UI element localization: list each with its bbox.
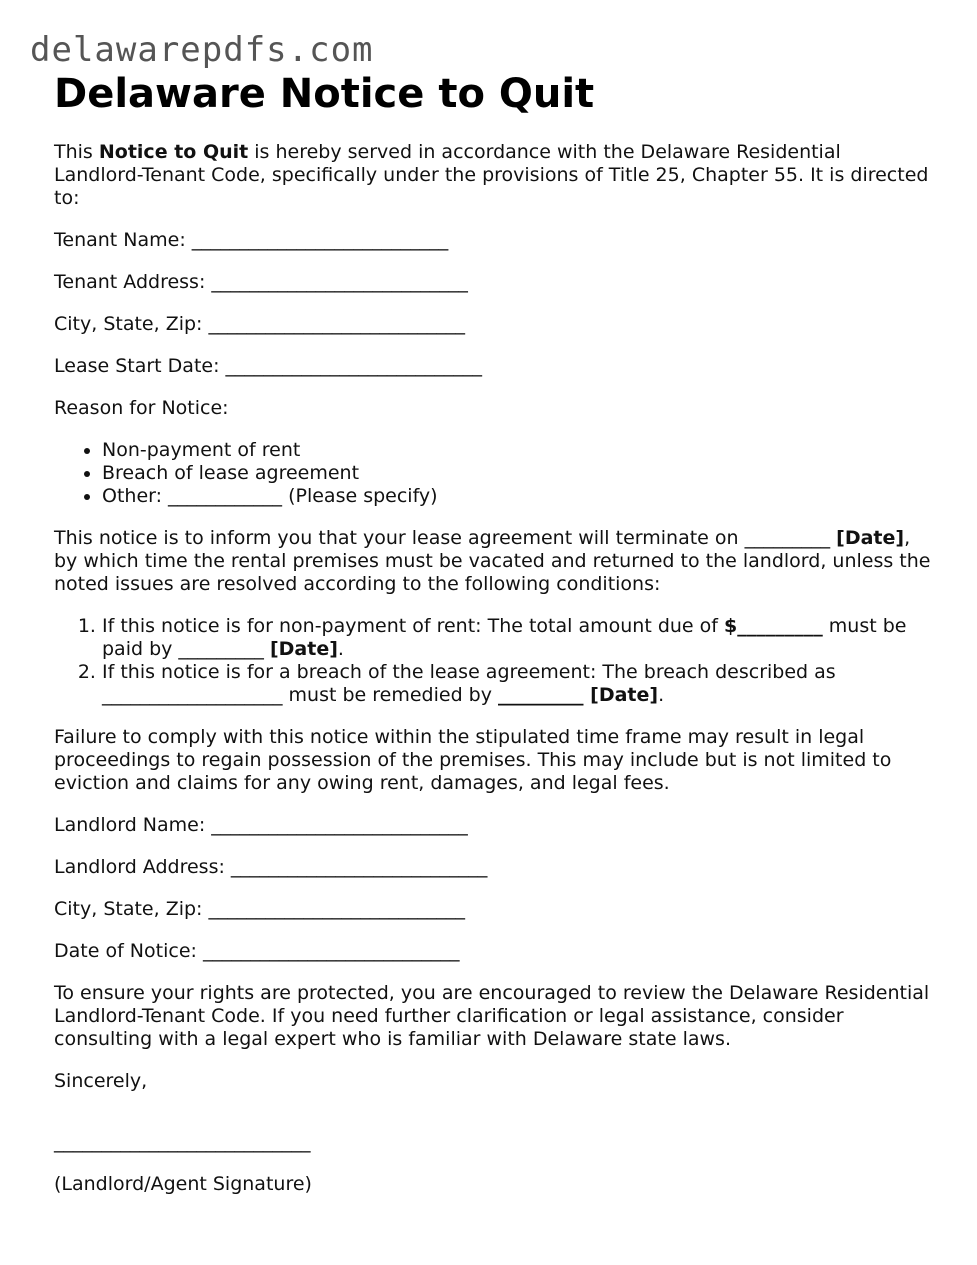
- closing-text: Sincerely,: [54, 1070, 148, 1092]
- termination-text-pre: This notice is to inform you that your lease agreement will terminate on _________: [54, 527, 837, 549]
- intro-text-post: is hereby served in accordance with the Delaware Residential Landlord-Tenant Code, specifically under the provisions of Title 25, Chapter 55. It is directed to:: [54, 141, 929, 209]
- signature-caption: (Landlord/Agent Signature): [54, 1173, 312, 1195]
- termination-text-post: , by which time the rental premises must be vacated and returned to the landlord, unless the noted issues are resolved according to the following conditions:: [54, 527, 931, 595]
- tenant-city-state-zip-field[interactable]: City, State, Zip: ___________________________: [54, 313, 465, 335]
- condition-item-nonpayment: 1. If this notice is for non-payment of rent: The total amount due of $_________ must be paid by _________ [Date].: [102, 615, 934, 661]
- termination-date-bold: [Date]: [836, 527, 905, 549]
- intro-paragraph: [54, 141, 934, 210]
- failure-paragraph: Failure to comply with this notice within the stipulated time frame may result in legal proceedings to regain possession of the premises. This may include but is not limited to eviction and claims for any owing rent, damages, and legal fees.: [54, 726, 892, 794]
- termination-paragraph: [54, 527, 934, 596]
- intro-text-pre: This: [54, 141, 99, 163]
- reason-item-other[interactable]: • Other: ____________ (Please specify): [102, 485, 934, 508]
- condition-item-breach: 2. If this notice is for a breach of the lease agreement: The breach described as ___________________ must be remedied by _________ [Date].: [102, 661, 934, 707]
- intro-text-bold: Notice to Quit: [98, 141, 249, 163]
- landlord-name-field[interactable]: Landlord Name: ___________________________: [54, 814, 468, 836]
- date-of-notice-field[interactable]: Date of Notice: ___________________________: [54, 940, 460, 962]
- tenant-address-field[interactable]: Tenant Address: ___________________________: [54, 271, 468, 293]
- tenant-name-field[interactable]: Tenant Name: ___________________________: [54, 229, 449, 251]
- landlord-address-field[interactable]: Landlord Address: ___________________________: [54, 856, 488, 878]
- conditions-list: [54, 615, 934, 707]
- page-title: Delaware Notice to Quit: [54, 71, 595, 117]
- reason-label: Reason for Notice:: [54, 397, 229, 419]
- signature-line[interactable]: ___________________________: [54, 1131, 311, 1153]
- reason-item-nonpayment: • Non-payment of rent: [102, 439, 934, 462]
- reason-item-breach: • Breach of lease agreement: [102, 462, 934, 485]
- landlord-city-state-zip-field[interactable]: City, State, Zip: ___________________________: [54, 898, 465, 920]
- advice-paragraph: To ensure your rights are protected, you are encouraged to review the Delaware Residential Landlord-Tenant Code. If you need further clarification or legal assistance, consider consulting with a legal expert who is familiar with Delaware state laws.: [54, 982, 930, 1050]
- notice-body: [54, 141, 934, 1196]
- lease-start-date-field[interactable]: Lease Start Date: ___________________________: [54, 355, 483, 377]
- site-watermark: delawarepdfs.com: [30, 30, 374, 70]
- reason-list: [54, 439, 934, 508]
